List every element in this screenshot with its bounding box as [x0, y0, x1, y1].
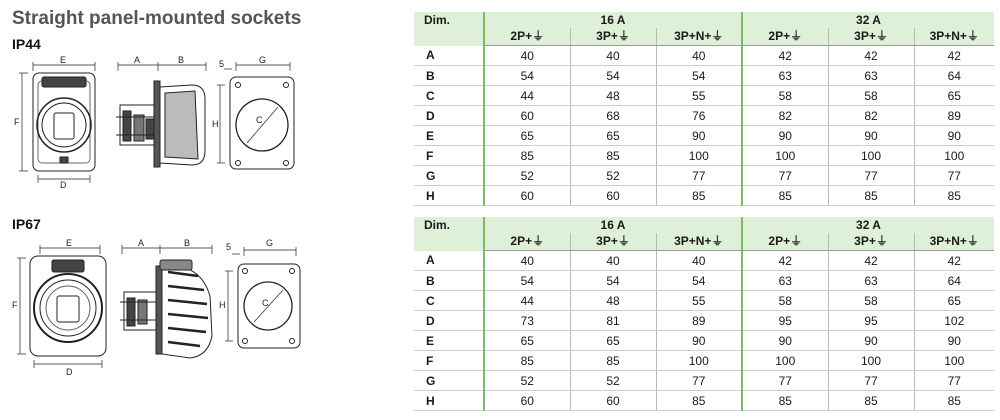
- table-cell: 44: [484, 291, 570, 311]
- row-dim-label: A: [414, 46, 484, 66]
- table-cell: 54: [484, 271, 570, 291]
- table-cell: 60: [570, 186, 656, 206]
- table-cell: 40: [570, 46, 656, 66]
- table-cell: 77: [828, 371, 914, 391]
- row-dim-label: H: [414, 186, 484, 206]
- ip44-dimension-table: [414, 12, 994, 206]
- table-cell: 100: [914, 146, 994, 166]
- row-dim-label: D: [414, 106, 484, 126]
- row-dim-label: F: [414, 351, 484, 371]
- ip44-dim-5-label: 5: [219, 59, 225, 69]
- ip67-dim-c-label: C: [262, 298, 269, 308]
- row-dim-label: F: [414, 146, 484, 166]
- table-cell: 90: [742, 331, 828, 351]
- table-row: [414, 166, 994, 186]
- row-dim-label: G: [414, 371, 484, 391]
- table-cell: 55: [656, 86, 742, 106]
- ip67-technical-drawing: [0, 236, 410, 376]
- row-dim-label: E: [414, 126, 484, 146]
- table-cell: 95: [742, 311, 828, 331]
- ip44-technical-drawing: [0, 55, 410, 190]
- table-header-row: [414, 12, 994, 28]
- table-subheader-row: [414, 233, 994, 251]
- ip44-dim-f-label: F: [14, 117, 20, 127]
- table-cell: 58: [742, 86, 828, 106]
- subheader-cell: 3P+N+⏚: [656, 28, 742, 46]
- table-cell: 73: [484, 311, 570, 331]
- table-cell: 90: [742, 126, 828, 146]
- table-cell: 85: [656, 186, 742, 206]
- table-cell: 60: [484, 391, 570, 411]
- table-cell: 85: [828, 186, 914, 206]
- table-cell: 77: [742, 371, 828, 391]
- table-cell: 85: [656, 391, 742, 411]
- table-cell: 65: [914, 86, 994, 106]
- row-dim-label: D: [414, 311, 484, 331]
- ip67-dim-f-label: F: [12, 300, 18, 310]
- table-cell: 40: [570, 251, 656, 271]
- table-cell: 55: [656, 291, 742, 311]
- table-cell: 77: [656, 371, 742, 391]
- row-dim-label: B: [414, 271, 484, 291]
- row-dim-label: B: [414, 66, 484, 86]
- table-row: [414, 271, 994, 291]
- table-subheader-row: [414, 28, 994, 46]
- table-row: [414, 146, 994, 166]
- table-row: [414, 291, 994, 311]
- table-cell: 90: [828, 126, 914, 146]
- table-cell: 95: [828, 311, 914, 331]
- table-cell: 65: [570, 331, 656, 351]
- table-cell: 102: [914, 311, 994, 331]
- table-cell: 42: [828, 251, 914, 271]
- ip67-drawing: [0, 236, 410, 376]
- table-cell: 77: [914, 371, 994, 391]
- row-dim-label: G: [414, 166, 484, 186]
- table-cell: 40: [484, 251, 570, 271]
- table-cell: 77: [828, 166, 914, 186]
- table-cell: 65: [484, 331, 570, 351]
- table-row: [414, 391, 994, 411]
- subheader-cell: 3P+N+⏚: [914, 28, 994, 46]
- table-cell: 65: [914, 291, 994, 311]
- table-cell: 42: [742, 46, 828, 66]
- table-cell: 90: [828, 331, 914, 351]
- subheader-cell: 2P+⏚: [742, 28, 828, 46]
- ip44-dim-g-label: G: [259, 55, 267, 65]
- table-cell: 64: [914, 66, 994, 86]
- subheader-cell: 2P+⏚: [484, 233, 570, 251]
- table-header-row: [414, 217, 994, 233]
- table-cell: 90: [914, 331, 994, 351]
- subheader-cell: 2P+⏚: [742, 233, 828, 251]
- table-cell: 100: [656, 146, 742, 166]
- subheader-cell: 3P+N+⏚: [656, 233, 742, 251]
- table-cell: 65: [570, 126, 656, 146]
- table-row: [414, 251, 994, 271]
- table-row: [414, 331, 994, 351]
- row-dim-label: C: [414, 86, 484, 106]
- table-cell: 48: [570, 291, 656, 311]
- table-cell: 85: [484, 351, 570, 371]
- ip67-dim-e-label: E: [66, 238, 73, 248]
- table-cell: 54: [570, 271, 656, 291]
- table-cell: 54: [656, 66, 742, 86]
- table-cell: 64: [914, 271, 994, 291]
- table-cell: 81: [570, 311, 656, 331]
- table-cell: 65: [484, 126, 570, 146]
- table-cell: 82: [828, 106, 914, 126]
- group-header-32a: 32 A: [742, 12, 994, 28]
- ip44-dim-c-label: C: [256, 115, 263, 125]
- table-cell: 100: [742, 351, 828, 371]
- table-cell: 85: [570, 351, 656, 371]
- table-cell: 58: [742, 291, 828, 311]
- subheader-cell: 3P+⏚: [570, 28, 656, 46]
- table-cell: 100: [656, 351, 742, 371]
- table-cell: 85: [742, 391, 828, 411]
- table-cell: 90: [656, 331, 742, 351]
- table-cell: 54: [484, 66, 570, 86]
- dim-header: Dim.: [414, 12, 484, 46]
- table-cell: 100: [914, 351, 994, 371]
- ip44-dim-b-label: B: [178, 55, 185, 65]
- group-header-32a: 32 A: [742, 217, 994, 233]
- section-label-ip67: IP67: [12, 216, 41, 232]
- ip44-drawing: [0, 55, 410, 190]
- ip67-dim-5-label: 5: [226, 242, 232, 252]
- ip44-dim-h-label: H: [212, 119, 219, 129]
- table-cell: 52: [570, 371, 656, 391]
- ip44-dim-d-label: D: [60, 180, 67, 190]
- table-cell: 40: [656, 46, 742, 66]
- subheader-cell: 3P+N+⏚: [914, 233, 994, 251]
- row-dim-label: C: [414, 291, 484, 311]
- ip67-dim-d-label: D: [66, 367, 73, 376]
- table-cell: 52: [570, 166, 656, 186]
- ip44-dim-a-label: A: [134, 55, 141, 65]
- table-row: [414, 311, 994, 331]
- subheader-cell: 2P+⏚: [484, 28, 570, 46]
- table-row: [414, 86, 994, 106]
- row-dim-label: H: [414, 391, 484, 411]
- table-cell: 76: [656, 106, 742, 126]
- table-cell: 90: [914, 126, 994, 146]
- ip44-dim-e-label: E: [60, 55, 67, 65]
- table-row: [414, 126, 994, 146]
- dim-header: Dim.: [414, 217, 484, 251]
- ip67-dim-b-label: B: [184, 238, 191, 248]
- table-cell: 100: [828, 146, 914, 166]
- table-row: [414, 106, 994, 126]
- table-cell: 85: [570, 146, 656, 166]
- subheader-cell: 3P+⏚: [570, 233, 656, 251]
- ip67-dim-h-label: H: [219, 300, 226, 310]
- table-row: [414, 66, 994, 86]
- table-cell: 82: [742, 106, 828, 126]
- table-cell: 63: [742, 66, 828, 86]
- table-cell: 42: [828, 46, 914, 66]
- table-cell: 60: [570, 391, 656, 411]
- row-dim-label: A: [414, 251, 484, 271]
- table-cell: 48: [570, 86, 656, 106]
- table-cell: 89: [656, 311, 742, 331]
- table-cell: 85: [742, 186, 828, 206]
- row-dim-label: E: [414, 331, 484, 351]
- table-row: [414, 46, 994, 66]
- table-cell: 54: [570, 66, 656, 86]
- table-cell: 77: [914, 166, 994, 186]
- table-cell: 52: [484, 371, 570, 391]
- table-cell: 68: [570, 106, 656, 126]
- table-cell: 42: [914, 251, 994, 271]
- group-header-16a: 16 A: [484, 12, 742, 28]
- table-cell: 85: [484, 146, 570, 166]
- table-cell: 85: [828, 391, 914, 411]
- ip67-dimension-table: [414, 217, 994, 411]
- table-cell: 60: [484, 186, 570, 206]
- table-cell: 77: [742, 166, 828, 186]
- table-row: [414, 351, 994, 371]
- table-cell: 90: [656, 126, 742, 146]
- table-cell: 42: [914, 46, 994, 66]
- table-cell: 58: [828, 291, 914, 311]
- table-row: [414, 371, 994, 391]
- table-cell: 63: [828, 66, 914, 86]
- table-cell: 58: [828, 86, 914, 106]
- page-title: Straight panel-mounted sockets: [12, 8, 302, 29]
- subheader-cell: 3P+⏚: [828, 28, 914, 46]
- table-cell: 85: [914, 186, 994, 206]
- group-header-16a: 16 A: [484, 217, 742, 233]
- section-label-ip44: IP44: [12, 36, 41, 52]
- table-cell: 40: [656, 251, 742, 271]
- table-cell: 63: [828, 271, 914, 291]
- table-cell: 77: [656, 166, 742, 186]
- table-cell: 85: [914, 391, 994, 411]
- table-cell: 44: [484, 86, 570, 106]
- table-cell: 40: [484, 46, 570, 66]
- table-cell: 63: [742, 271, 828, 291]
- ip67-dim-a-label: A: [138, 238, 145, 248]
- subheader-cell: 3P+⏚: [828, 233, 914, 251]
- table-cell: 89: [914, 106, 994, 126]
- table-row: [414, 186, 994, 206]
- table-cell: 100: [742, 146, 828, 166]
- table-cell: 54: [656, 271, 742, 291]
- ip67-dim-g-label: G: [266, 238, 274, 248]
- table-cell: 100: [828, 351, 914, 371]
- table-cell: 60: [484, 106, 570, 126]
- table-cell: 42: [742, 251, 828, 271]
- table-cell: 52: [484, 166, 570, 186]
